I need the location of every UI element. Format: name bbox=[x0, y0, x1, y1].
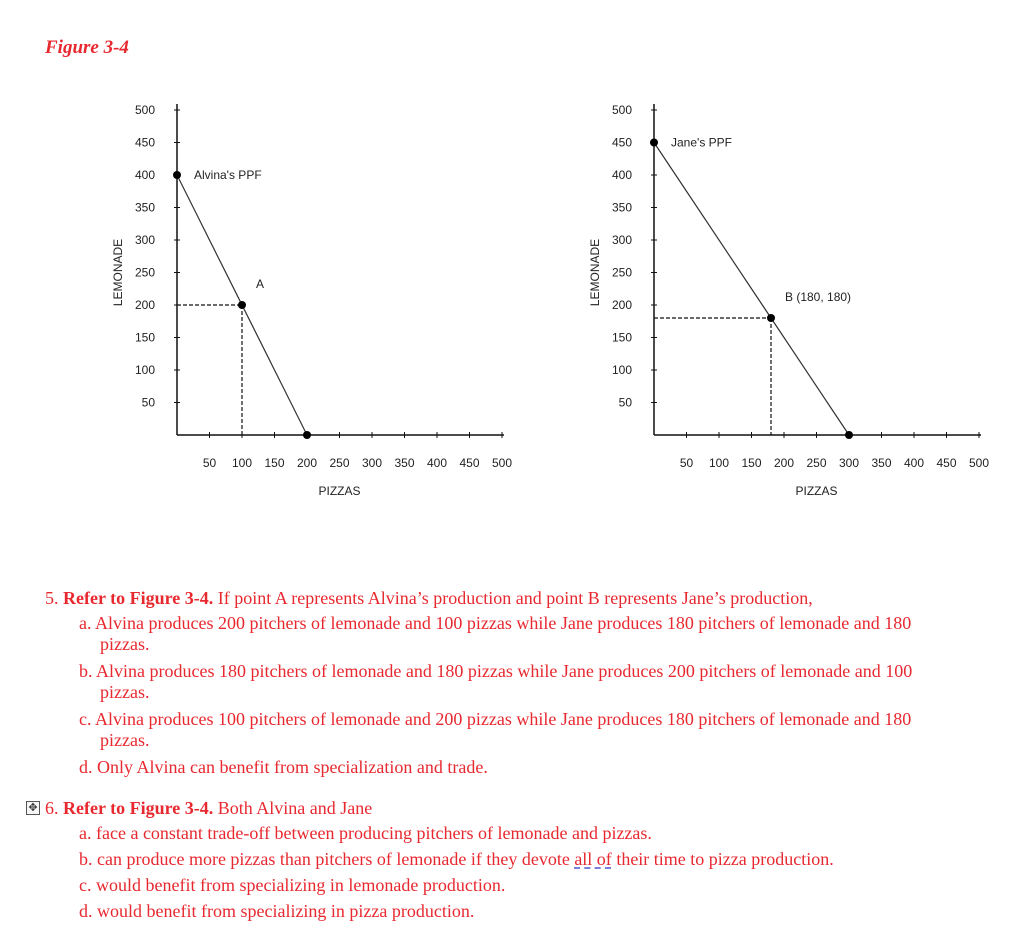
y-axis-label: LEMONADE bbox=[111, 238, 125, 307]
question-6-option-d[interactable]: d. would benefit from specializing in pizza production. bbox=[79, 901, 475, 921]
ppf-endpoint bbox=[845, 431, 853, 439]
y-tick-label: 100 bbox=[611, 363, 632, 377]
x-tick-label: 300 bbox=[361, 456, 383, 470]
question-list bbox=[28, 588, 1005, 927]
x-tick-label: 400 bbox=[903, 456, 925, 470]
x-tick-label: 50 bbox=[679, 456, 694, 470]
jane-ppf-chart bbox=[588, 103, 989, 498]
x-tick-label: 500 bbox=[491, 456, 513, 470]
x-tick-label: 200 bbox=[296, 456, 318, 470]
x-tick-label: 350 bbox=[871, 456, 892, 470]
y-tick-label: 100 bbox=[134, 363, 155, 377]
x-axis-label: PIZZAS bbox=[318, 484, 361, 498]
ppf-line bbox=[654, 143, 852, 436]
move-handle-icon[interactable]: ✥ bbox=[26, 801, 40, 815]
y-tick-label: 300 bbox=[611, 233, 632, 247]
y-tick-label: 250 bbox=[611, 265, 632, 280]
question-6 bbox=[28, 798, 1005, 922]
x-tick-label: 100 bbox=[708, 456, 730, 470]
production-point bbox=[238, 301, 246, 309]
x-tick-label: 400 bbox=[426, 456, 448, 470]
x-tick-label: 250 bbox=[329, 456, 350, 470]
question-6-option-c[interactable]: c. would benefit from specializing in lemonade production. bbox=[79, 875, 506, 895]
y-tick-label: 50 bbox=[141, 395, 155, 410]
question-6-option-b[interactable]: b. can produce more pizzas than pitchers of lemonade if they devote all of their time to pizza production. bbox=[79, 849, 834, 869]
production-point bbox=[767, 314, 775, 322]
y-tick-label: 400 bbox=[134, 168, 155, 182]
y-tick-label: 500 bbox=[611, 103, 632, 117]
question-5-option-b[interactable]: b. Alvina produces 180 pitchers of lemonade and 180 pizzas while Jane produces 200 pitchers of lemonade and 100 pizzas. bbox=[79, 661, 913, 702]
y-tick-label: 150 bbox=[134, 330, 155, 345]
question-5-option-c[interactable]: c. Alvina produces 100 pitchers of lemonade and 200 pizzas while Jane produces 180 pitchers of lemonade and 180 pizzas. bbox=[79, 709, 912, 750]
alvina-ppf-chart bbox=[111, 103, 512, 498]
question-6-stem: 6. Refer to Figure 3-4. Both Alvina and Jane bbox=[45, 798, 373, 818]
y-tick-label: 300 bbox=[134, 233, 155, 247]
ppf-label: Jane's PPF bbox=[671, 135, 732, 150]
y-tick-label: 50 bbox=[618, 395, 632, 410]
question-5 bbox=[45, 588, 1005, 778]
point-label: B (180, 180) bbox=[785, 290, 852, 304]
question-5-stem: 5. Refer to Figure 3-4. If point A represents Alvina’s production and point B represents Jane’s production, bbox=[45, 588, 813, 608]
x-tick-label: 450 bbox=[936, 456, 957, 470]
y-tick-label: 450 bbox=[134, 135, 155, 150]
x-tick-label: 450 bbox=[459, 456, 480, 470]
x-tick-label: 50 bbox=[202, 456, 217, 470]
y-tick-label: 400 bbox=[611, 168, 632, 182]
figure-title: Figure 3-4 bbox=[45, 37, 129, 58]
y-tick-label: 500 bbox=[134, 103, 155, 117]
x-tick-label: 250 bbox=[806, 456, 827, 470]
ppf-endpoint bbox=[650, 139, 658, 147]
ppf-endpoint bbox=[173, 171, 181, 179]
x-axis-label: PIZZAS bbox=[795, 484, 838, 498]
x-tick-label: 500 bbox=[968, 456, 990, 470]
question-5-option-a[interactable]: a. Alvina produces 200 pitchers of lemonade and 100 pizzas while Jane produces 180 pitchers of lemonade and 180 pizzas. bbox=[79, 613, 912, 654]
question-5-option-d[interactable]: d. Only Alvina can benefit from specialization and trade. bbox=[79, 757, 488, 777]
y-tick-label: 350 bbox=[134, 200, 155, 215]
question-6-option-a[interactable]: a. face a constant trade-off between producing pitchers of lemonade and pizzas. bbox=[79, 823, 652, 843]
x-tick-label: 150 bbox=[264, 456, 285, 470]
ppf-endpoint bbox=[303, 431, 311, 439]
x-tick-label: 350 bbox=[394, 456, 415, 470]
ppf-label: Alvina's PPF bbox=[194, 168, 262, 182]
point-label: A bbox=[256, 277, 265, 291]
x-tick-label: 150 bbox=[741, 456, 762, 470]
y-tick-label: 200 bbox=[134, 298, 155, 312]
x-tick-label: 100 bbox=[231, 456, 253, 470]
y-tick-label: 250 bbox=[134, 265, 155, 280]
y-axis-label: LEMONADE bbox=[588, 238, 602, 307]
underlined-phrase: all of bbox=[574, 849, 612, 869]
y-tick-label: 150 bbox=[611, 330, 632, 345]
x-tick-label: 200 bbox=[773, 456, 795, 470]
y-tick-label: 350 bbox=[611, 200, 632, 215]
y-tick-label: 450 bbox=[611, 135, 632, 150]
y-tick-label: 200 bbox=[611, 298, 632, 312]
x-tick-label: 300 bbox=[838, 456, 860, 470]
